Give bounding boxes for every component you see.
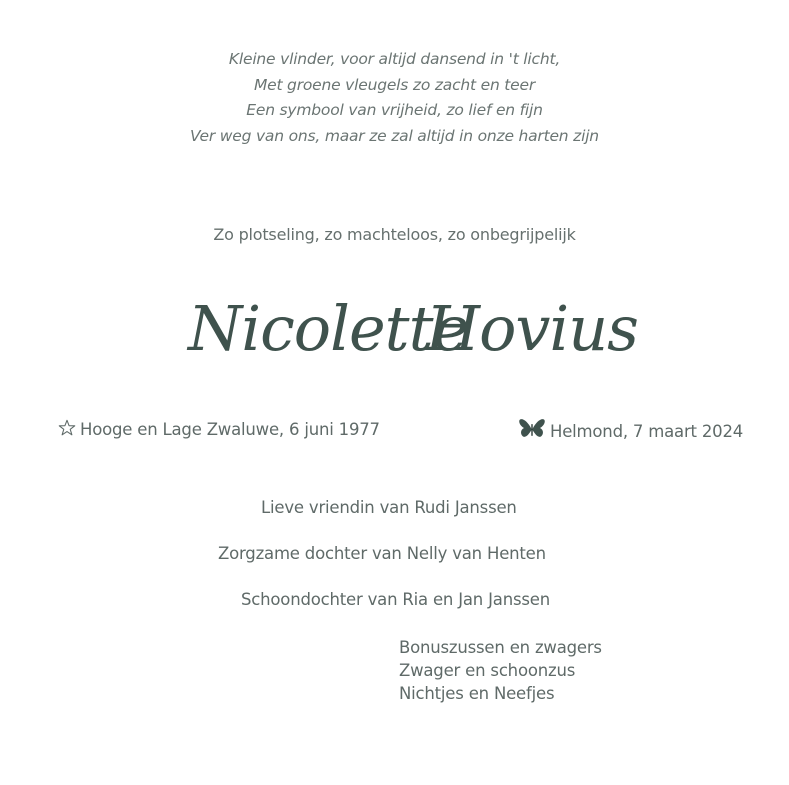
- relation-line: Lieve vriendin van Rudi Janssen: [261, 498, 517, 517]
- first-name: Nicolette: [188, 292, 469, 365]
- name-script: [188, 272, 638, 382]
- intro-text: Zo plotseling, zo machteloos, zo onbegrijpelijk: [213, 225, 576, 244]
- poem-line: Kleine vlinder, voor altijd dansend in 't licht,: [228, 50, 561, 68]
- poem-line: Ver weg van ons, maar ze zal altijd in onze harten zijn: [190, 126, 599, 145]
- poem-line: Met groene vleugels zo zacht en teer: [253, 75, 536, 94]
- poem-line: Een symbool van vrijheid, zo lief en fijn: [246, 101, 543, 119]
- family-list: [399, 636, 602, 705]
- death-text: Helmond, 7 maart 2024: [550, 421, 744, 441]
- family-line: Zwager en schoonzus: [399, 661, 576, 680]
- relation-line: Schoondochter van Ria en Jan Janssen: [241, 590, 550, 609]
- family-line: Bonuszussen en zwagers: [399, 638, 602, 657]
- death-info: [518, 420, 743, 442]
- butterfly-icon: [518, 418, 546, 440]
- family-line: Nichtjes en Neefjes: [399, 684, 555, 703]
- last-name: Hovius: [426, 292, 638, 365]
- star-icon: [58, 419, 76, 437]
- relation-line: Zorgzame dochter van Nelly van Henten: [218, 544, 546, 563]
- birth-info: [58, 420, 380, 439]
- poem: [0, 47, 789, 149]
- birth-text: Hooge en Lage Zwaluwe, 6 juni 1977: [80, 420, 380, 439]
- deceased-name: [188, 272, 638, 382]
